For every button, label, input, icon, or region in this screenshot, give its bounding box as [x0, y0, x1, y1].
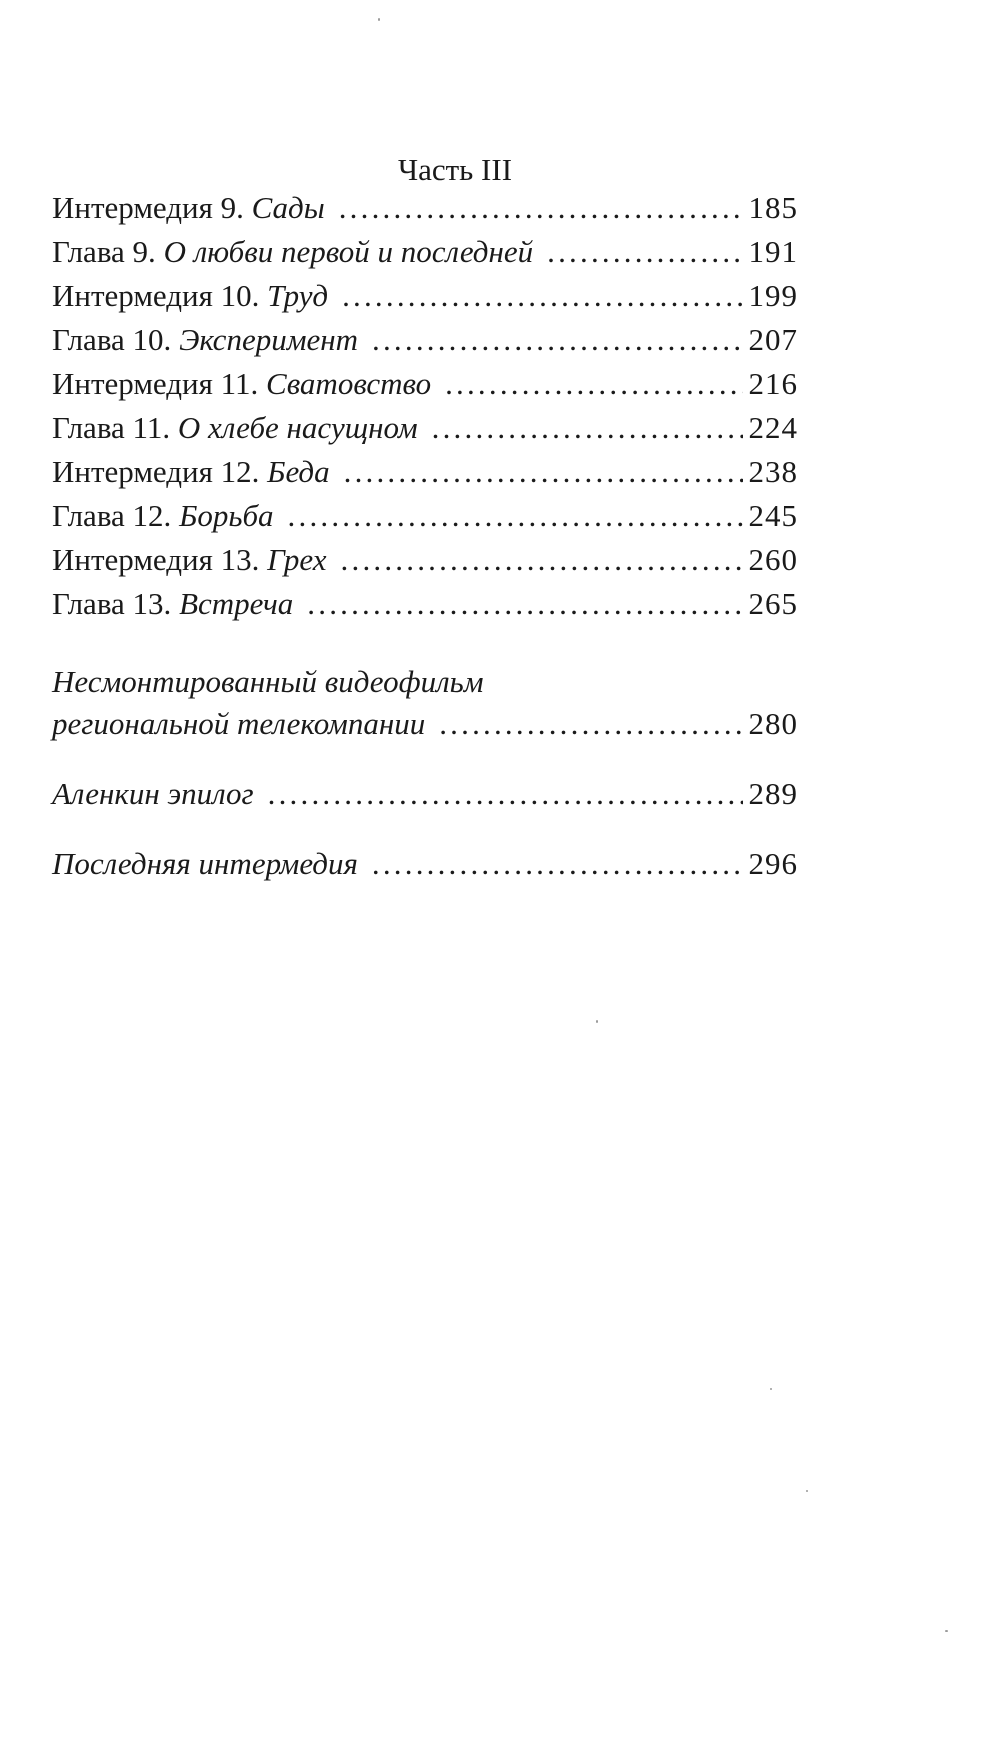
entry-page-number: 265 — [748, 586, 798, 621]
dot-leader — [372, 844, 743, 884]
entry-page-number: 260 — [748, 542, 798, 577]
entry-prefix: Интермедия 13. — [52, 542, 268, 577]
entry-title: Сады — [251, 190, 325, 225]
dot-leader — [307, 584, 742, 624]
entry-label — [52, 364, 431, 404]
entry-page-number: 207 — [748, 322, 798, 357]
toc-entry-interlude-12 — [52, 452, 798, 496]
entry-label — [52, 584, 293, 624]
entry-title: Сватовство — [266, 366, 432, 401]
entry-prefix: Глава 11. — [52, 410, 178, 445]
entry-page-number: 216 — [748, 366, 798, 401]
entry-page-number: 199 — [748, 278, 798, 313]
table-of-contents — [52, 188, 798, 888]
entry-page-number: 280 — [748, 706, 798, 741]
entry-label — [52, 232, 533, 272]
toc-entry-video — [52, 704, 798, 748]
entry-title: О любви первой и последней — [163, 234, 534, 269]
entry-title: Аленкин эпилог — [52, 776, 254, 811]
dot-leader — [432, 408, 743, 448]
entry-title: Труд — [267, 278, 329, 313]
entry-page-number: 289 — [748, 776, 798, 811]
entry-prefix: Интермедия 11. — [52, 366, 267, 401]
entry-label — [52, 276, 328, 316]
entry-label — [52, 320, 358, 360]
toc-entry-epilogue — [52, 774, 798, 818]
entry-prefix: Глава 13. — [52, 586, 180, 621]
entry-prefix: Глава 9. — [52, 234, 164, 269]
entry-page-number: 238 — [748, 454, 798, 489]
entry-prefix: Интермедия 10. — [52, 278, 268, 313]
toc-entry-interlude-11 — [52, 364, 798, 408]
entry-label — [52, 496, 274, 536]
toc-entry-last-interlude — [52, 844, 798, 888]
dot-leader — [339, 188, 743, 228]
dot-leader — [341, 540, 743, 580]
entry-prefix: Глава 12. — [52, 498, 180, 533]
dot-leader — [547, 232, 742, 272]
toc-entry-interlude-13 — [52, 540, 798, 584]
entry-page-number: 245 — [748, 498, 798, 533]
entry-prefix: Интермедия 9. — [52, 190, 252, 225]
toc-entry-video-line1: Несмонтированный видеофильм — [52, 664, 484, 699]
entry-page-number: 224 — [748, 410, 798, 445]
part-title: Часть III — [397, 152, 513, 187]
entry-title: Эксперимент — [179, 322, 359, 357]
entry-label — [52, 188, 325, 228]
paper-speck — [945, 1630, 948, 1632]
entry-title: Борьба — [179, 498, 274, 533]
entry-title: Беда — [267, 454, 330, 489]
entry-page-number: 296 — [748, 846, 798, 881]
entry-page-number: 185 — [748, 190, 798, 225]
entry-prefix: Интермедия 12. — [52, 454, 268, 489]
dot-leader — [288, 496, 743, 536]
dot-leader — [372, 320, 742, 360]
toc-entry-interlude-9 — [52, 188, 798, 232]
paper-speck — [806, 1490, 808, 1492]
entry-title: Грех — [267, 542, 327, 577]
toc-entry-chapter-9 — [52, 232, 798, 276]
entry-label — [52, 452, 330, 492]
entry-title: О хлебе насущном — [177, 410, 418, 445]
entry-title: региональной телекомпании — [52, 706, 426, 741]
toc-entry-chapter-10 — [52, 320, 798, 364]
dot-leader — [445, 364, 742, 404]
dot-leader — [342, 276, 742, 316]
dot-leader — [268, 774, 743, 814]
toc-entry-chapter-12 — [52, 496, 798, 540]
entry-title: Встреча — [179, 586, 294, 621]
toc-entry-interlude-10 — [52, 276, 798, 320]
dot-leader — [344, 452, 743, 492]
entry-title: Последняя интермедия — [52, 846, 358, 881]
paper-speck — [378, 18, 380, 21]
entry-prefix: Глава 10. — [52, 322, 180, 357]
entry-label — [52, 540, 327, 580]
paper-speck — [770, 1388, 772, 1390]
entry-page-number: 191 — [748, 234, 798, 269]
toc-entry-chapter-11 — [52, 408, 798, 452]
entry-label — [52, 408, 418, 448]
toc-entry-chapter-13 — [52, 584, 798, 628]
dot-leader — [439, 704, 742, 744]
paper-speck — [596, 1020, 598, 1023]
